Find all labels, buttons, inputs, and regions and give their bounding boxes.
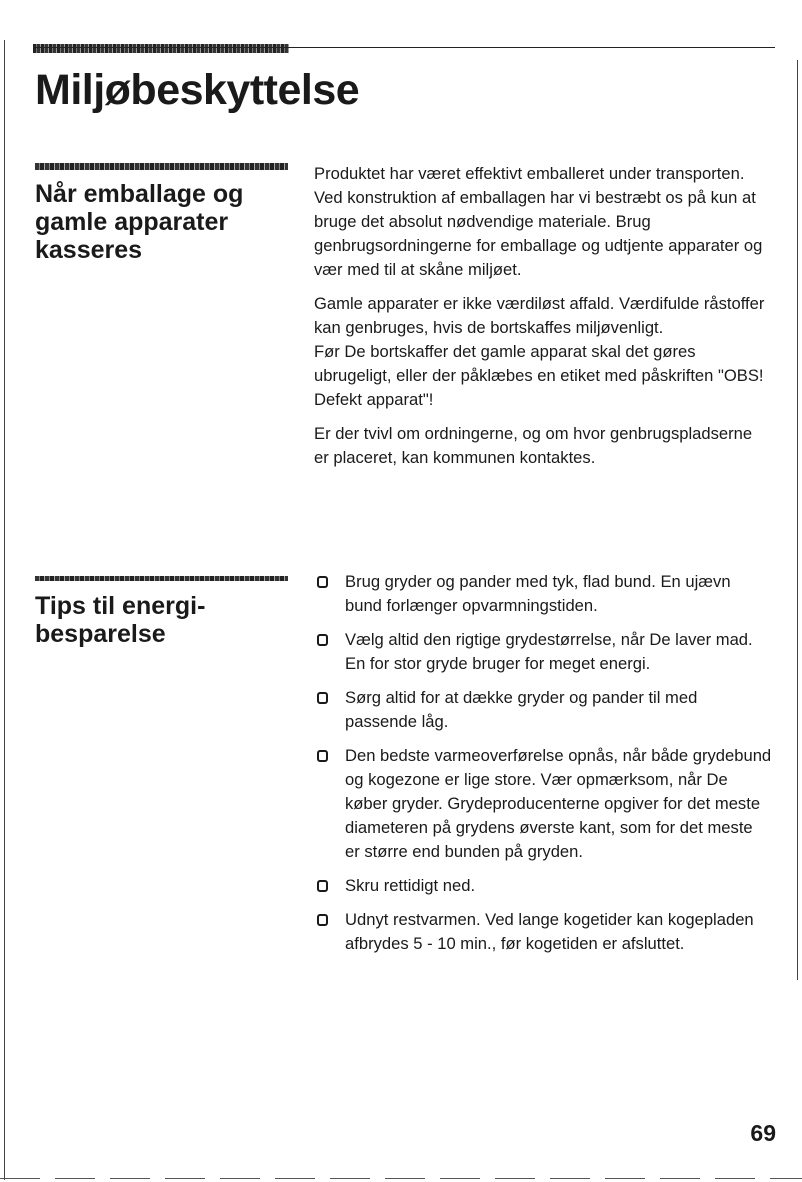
list-item xyxy=(317,686,772,734)
section-heading-energy: Tips til energi-besparelse xyxy=(35,592,206,648)
section-divider-energy xyxy=(35,576,288,581)
list-item xyxy=(317,570,772,618)
tip-text: Skru rettidigt ned. xyxy=(345,876,476,895)
checkbox-bullet-icon xyxy=(317,576,328,588)
tip-text: Sørg altid for at dække gryder og pander til med passende låg. xyxy=(345,688,698,731)
section-heading-disposal: Når emballage og gamle apparater kasseres xyxy=(35,180,244,264)
tip-text: Vælg altid den rigtige grydestørrelse, når De laver mad. En for stor gryde bruger for meget energi. xyxy=(345,630,753,673)
tip-text: Den bedste varmeoverførelse opnås, når både grydebund og kogezone er lige store. Vær opmærksom, når De køber gryder. Grydeproducenterne opgiver for det meste diameteren på grydens øverste kant, som for det meste er større end bunden på gryden. xyxy=(345,746,772,861)
disposal-paragraph: Er der tvivl om ordningerne, og om hvor genbrugspladserne er placeret, kan kommunen kontaktes. xyxy=(314,424,753,467)
list-item xyxy=(317,744,772,864)
tip-text: Udnyt restvarmen. Ved lange kogetider kan kogepladen afbrydes 5 - 10 min., før kogetiden er afsluttet. xyxy=(345,910,754,953)
header-rule xyxy=(33,47,775,48)
checkbox-bullet-icon xyxy=(317,692,328,704)
section-divider-disposal xyxy=(35,163,288,170)
header-decorative-bar xyxy=(33,44,289,53)
checkbox-bullet-icon xyxy=(317,880,328,892)
tip-text: Brug gryder og pander med tyk, flad bund. En ujævn bund forlænger opvarmningstiden. xyxy=(345,572,731,615)
disposal-paragraph: Gamle apparater er ikke værdiløst affald. Værdifulde råstoffer kan genbruges, hvis de bortskaffes miljøvenligt. xyxy=(314,294,765,337)
list-item xyxy=(317,628,772,676)
disposal-paragraph: Produktet har været effektivt emballeret under transporten. Ved konstruktion af emballagen har vi bestræbt os på kun at bruge det absolut nødvendige materiale. Brug genbrugsordningerne for emballage og udtjente apparater og vær med til at skåne miljøet. xyxy=(314,164,763,279)
checkbox-bullet-icon xyxy=(317,750,328,762)
checkbox-bullet-icon xyxy=(317,634,328,646)
list-item xyxy=(317,908,772,956)
list-item xyxy=(317,874,772,898)
disposal-paragraph: Før De bortskaffer det gamle apparat skal det gøres ubrugeligt, eller der påklæbes en etiket med påskriften "OBS! Defekt apparat"! xyxy=(314,342,764,409)
energy-tips-list xyxy=(317,570,772,966)
scan-edge-right xyxy=(797,60,798,980)
page-title: Miljøbeskyttelse xyxy=(35,66,360,114)
checkbox-bullet-icon xyxy=(317,914,328,926)
disposal-text xyxy=(314,162,766,480)
scan-edge-bottom xyxy=(0,1178,802,1179)
page-number: 69 xyxy=(750,1120,776,1146)
scan-edge-left xyxy=(4,40,5,1180)
